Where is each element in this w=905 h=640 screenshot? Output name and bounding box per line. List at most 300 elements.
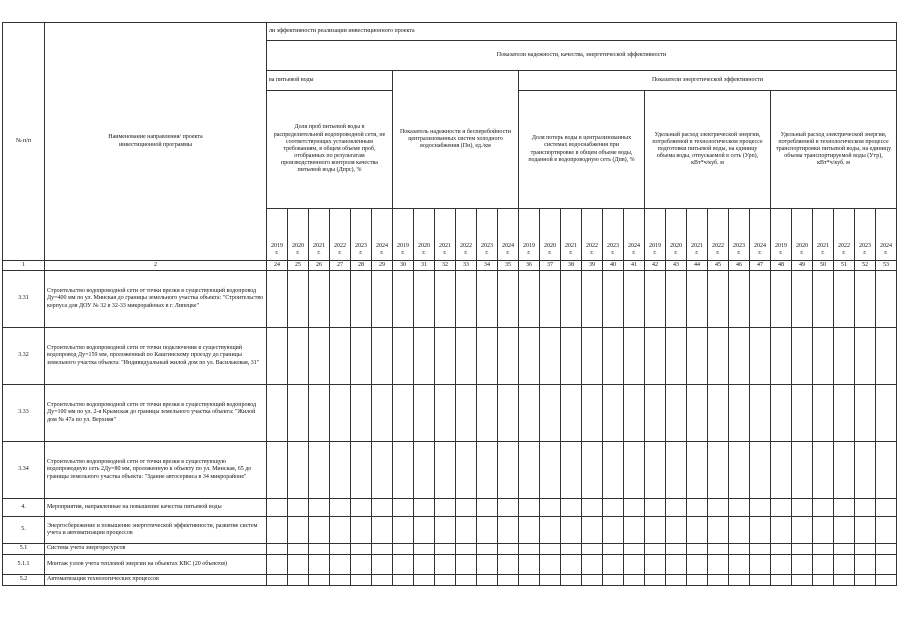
year-suffix: г. bbox=[737, 249, 741, 256]
data-cell bbox=[666, 385, 687, 442]
data-cell bbox=[519, 555, 540, 575]
col-name-header: Наименование направления/ проекта инвестиционной программы bbox=[45, 23, 267, 261]
data-cell bbox=[456, 499, 477, 517]
year-value: 2023 bbox=[733, 242, 745, 249]
data-cell bbox=[393, 328, 414, 385]
data-cell bbox=[540, 555, 561, 575]
year-value: 2022 bbox=[712, 242, 724, 249]
data-cell bbox=[372, 555, 393, 575]
data-cell bbox=[582, 328, 603, 385]
year-header bbox=[813, 209, 834, 261]
data-cell bbox=[330, 385, 351, 442]
data-cell bbox=[330, 544, 351, 555]
data-cell bbox=[351, 544, 372, 555]
data-cell bbox=[372, 544, 393, 555]
data-cell bbox=[771, 517, 792, 544]
data-cell bbox=[393, 575, 414, 586]
data-cell bbox=[813, 575, 834, 586]
row-name: Автоматизация технологических процессов bbox=[45, 575, 267, 586]
year-suffix: г. bbox=[863, 249, 867, 256]
data-cell bbox=[267, 271, 288, 328]
year-value: 2024 bbox=[502, 242, 514, 249]
data-cell bbox=[750, 328, 771, 385]
column-number: 39 bbox=[582, 261, 603, 271]
data-cell bbox=[645, 328, 666, 385]
data-cell bbox=[813, 385, 834, 442]
data-cell bbox=[855, 555, 876, 575]
column-number: 49 bbox=[792, 261, 813, 271]
data-cell bbox=[288, 499, 309, 517]
data-cell bbox=[498, 517, 519, 544]
data-cell bbox=[771, 442, 792, 499]
data-cell bbox=[855, 271, 876, 328]
year-header bbox=[330, 209, 351, 261]
data-cell bbox=[477, 517, 498, 544]
year-suffix: г. bbox=[632, 249, 636, 256]
year-header bbox=[393, 209, 414, 261]
table-row bbox=[3, 575, 897, 586]
year-suffix: г. bbox=[401, 249, 405, 256]
data-cell bbox=[624, 575, 645, 586]
column-number: 29 bbox=[372, 261, 393, 271]
data-cell bbox=[435, 442, 456, 499]
data-cell bbox=[330, 555, 351, 575]
data-cell bbox=[792, 328, 813, 385]
data-cell bbox=[477, 328, 498, 385]
year-header bbox=[267, 209, 288, 261]
column-number: 44 bbox=[687, 261, 708, 271]
data-cell bbox=[624, 544, 645, 555]
data-cell bbox=[855, 517, 876, 544]
data-cell bbox=[561, 328, 582, 385]
year-header bbox=[498, 209, 519, 261]
data-cell bbox=[729, 575, 750, 586]
year-value: 2019 bbox=[397, 242, 409, 249]
data-cell bbox=[750, 442, 771, 499]
data-cell bbox=[687, 442, 708, 499]
data-cell bbox=[393, 555, 414, 575]
data-cell bbox=[582, 385, 603, 442]
data-cell bbox=[456, 442, 477, 499]
data-cell bbox=[624, 385, 645, 442]
data-cell bbox=[414, 271, 435, 328]
data-cell bbox=[477, 499, 498, 517]
data-cell bbox=[519, 517, 540, 544]
data-cell bbox=[351, 385, 372, 442]
data-cell bbox=[624, 555, 645, 575]
data-cell bbox=[435, 499, 456, 517]
data-cell bbox=[876, 328, 897, 385]
data-cell bbox=[603, 328, 624, 385]
column-number: 32 bbox=[435, 261, 456, 271]
year-header bbox=[876, 209, 897, 261]
data-cell bbox=[645, 499, 666, 517]
data-cell bbox=[624, 271, 645, 328]
data-cell bbox=[288, 271, 309, 328]
data-cell bbox=[477, 442, 498, 499]
data-cell bbox=[288, 555, 309, 575]
column-number: 36 bbox=[519, 261, 540, 271]
table-row bbox=[3, 544, 897, 555]
column-number: 28 bbox=[351, 261, 372, 271]
data-cell bbox=[645, 517, 666, 544]
year-header bbox=[288, 209, 309, 261]
data-cell bbox=[687, 555, 708, 575]
data-cell bbox=[498, 385, 519, 442]
table-row bbox=[3, 555, 897, 575]
year-value: 2023 bbox=[607, 242, 619, 249]
data-cell bbox=[435, 517, 456, 544]
metric-energy-transport: Удельный расход электрической энергии, потребляемой в технологическом процессе транспортировки питьевой воды, на единицу объема транспортируемой воды (Утр), кВт*ч/куб. м bbox=[771, 91, 897, 209]
data-cell bbox=[435, 544, 456, 555]
data-cell bbox=[267, 499, 288, 517]
data-cell bbox=[351, 499, 372, 517]
year-suffix: г. bbox=[821, 249, 825, 256]
data-cell bbox=[477, 271, 498, 328]
data-cell bbox=[603, 499, 624, 517]
data-cell bbox=[666, 517, 687, 544]
data-cell bbox=[666, 442, 687, 499]
data-cell bbox=[834, 544, 855, 555]
data-cell bbox=[309, 544, 330, 555]
data-cell bbox=[456, 544, 477, 555]
data-cell bbox=[309, 575, 330, 586]
data-cell bbox=[771, 328, 792, 385]
table-row bbox=[3, 517, 897, 544]
data-cell bbox=[267, 442, 288, 499]
data-cell bbox=[561, 271, 582, 328]
year-suffix: г. bbox=[548, 249, 552, 256]
data-cell bbox=[351, 575, 372, 586]
data-cell bbox=[540, 499, 561, 517]
data-cell bbox=[330, 271, 351, 328]
data-cell bbox=[456, 271, 477, 328]
data-cell bbox=[708, 575, 729, 586]
data-cell bbox=[372, 442, 393, 499]
row-number: 3.31 bbox=[3, 271, 45, 328]
table-row bbox=[3, 442, 897, 499]
year-value: 2021 bbox=[313, 242, 325, 249]
data-cell bbox=[603, 385, 624, 442]
row-name: Строительство водопроводной сети от точки врезки в существующий водопровод Ду=400 мм по ул. Минская до границы земельного участка объекта: "Строительство корпуса для ДОУ № 32 в 32-33 микрорайонах в г. Липецке" bbox=[45, 271, 267, 328]
data-cell bbox=[813, 328, 834, 385]
data-cell bbox=[288, 575, 309, 586]
year-value: 2020 bbox=[418, 242, 430, 249]
table-row bbox=[3, 499, 897, 517]
data-cell bbox=[267, 555, 288, 575]
data-cell bbox=[456, 517, 477, 544]
data-cell bbox=[561, 385, 582, 442]
year-suffix: г. bbox=[485, 249, 489, 256]
energy-title: Показатели энергетической эффективности bbox=[519, 71, 897, 91]
data-cell bbox=[687, 575, 708, 586]
year-header bbox=[456, 209, 477, 261]
year-suffix: г. bbox=[590, 249, 594, 256]
year-header bbox=[414, 209, 435, 261]
data-cell bbox=[771, 499, 792, 517]
data-cell bbox=[414, 544, 435, 555]
column-number: 38 bbox=[561, 261, 582, 271]
data-cell bbox=[393, 499, 414, 517]
data-cell bbox=[729, 385, 750, 442]
data-cell bbox=[267, 328, 288, 385]
year-header bbox=[750, 209, 771, 261]
data-cell bbox=[561, 442, 582, 499]
year-value: 2019 bbox=[523, 242, 535, 249]
year-suffix: г. bbox=[695, 249, 699, 256]
data-cell bbox=[309, 555, 330, 575]
data-cell bbox=[498, 499, 519, 517]
metric-energy-prep: Удельный расход электрической энергии, потребляемой в технологическом процессе подготовки питьевой воды, на единицу объема воды, отпускаемой в сеть (Урп), кВт*ч/куб. м bbox=[645, 91, 771, 209]
data-cell bbox=[309, 517, 330, 544]
year-value: 2020 bbox=[544, 242, 556, 249]
data-cell bbox=[519, 328, 540, 385]
data-cell bbox=[729, 271, 750, 328]
data-cell bbox=[666, 544, 687, 555]
data-cell bbox=[603, 517, 624, 544]
year-suffix: г. bbox=[653, 249, 657, 256]
year-header bbox=[666, 209, 687, 261]
year-header bbox=[477, 209, 498, 261]
year-suffix: г. bbox=[758, 249, 762, 256]
data-cell bbox=[456, 328, 477, 385]
data-cell bbox=[414, 575, 435, 586]
column-number: 43 bbox=[666, 261, 687, 271]
data-cell bbox=[267, 385, 288, 442]
col-no-header: № п/п bbox=[3, 23, 45, 261]
row-number: 5. bbox=[3, 517, 45, 544]
data-cell bbox=[309, 499, 330, 517]
year-value: 2022 bbox=[586, 242, 598, 249]
column-number: 48 bbox=[771, 261, 792, 271]
data-cell bbox=[393, 385, 414, 442]
data-cell bbox=[603, 544, 624, 555]
year-header bbox=[624, 209, 645, 261]
data-cell bbox=[351, 555, 372, 575]
data-cell bbox=[750, 271, 771, 328]
data-cell bbox=[330, 575, 351, 586]
data-cell bbox=[456, 385, 477, 442]
metric-share-samples: Доля проб питьевой воды в распределительной водопроводной сети, не соответствующих установленным требованиям, в общем объеме проб, отобранных по результатам производственного контроля качества питьевой воды (Дпрс), % bbox=[267, 91, 393, 209]
data-cell bbox=[267, 544, 288, 555]
year-suffix: г. bbox=[443, 249, 447, 256]
data-cell bbox=[519, 575, 540, 586]
data-cell bbox=[855, 442, 876, 499]
data-cell bbox=[750, 499, 771, 517]
data-cell bbox=[708, 328, 729, 385]
data-cell bbox=[603, 442, 624, 499]
column-number: 42 bbox=[645, 261, 666, 271]
column-number: 51 bbox=[834, 261, 855, 271]
data-cell bbox=[330, 328, 351, 385]
year-value: 2020 bbox=[670, 242, 682, 249]
year-value: 2023 bbox=[355, 242, 367, 249]
data-cell bbox=[750, 517, 771, 544]
data-cell bbox=[414, 555, 435, 575]
data-cell bbox=[351, 271, 372, 328]
year-value: 2024 bbox=[376, 242, 388, 249]
year-header bbox=[687, 209, 708, 261]
row-name: Энергосбережение и повышение энергетической эффективности, развитие систем учета и автоматизации процессов bbox=[45, 517, 267, 544]
metric-losses: Доля потерь воды в централизованных системах водоснабжения при транспортировке в общем объеме воды, поданной в водопроводную сеть (Дпв), % bbox=[519, 91, 645, 209]
year-value: 2023 bbox=[859, 242, 871, 249]
row-name: Строительство водопроводной сети от точки подключения в существующий водопровод Ду=159 мм, проложенный по Кашгинскому проезду до границы земельного участка объекта: "Индивидуальный жилой дом по ул. Васильковая, 31" bbox=[45, 328, 267, 385]
data-cell bbox=[540, 271, 561, 328]
row-number: 3.32 bbox=[3, 328, 45, 385]
data-cell bbox=[414, 442, 435, 499]
year-value: 2020 bbox=[796, 242, 808, 249]
data-cell bbox=[729, 544, 750, 555]
data-cell bbox=[372, 385, 393, 442]
data-cell bbox=[435, 555, 456, 575]
data-cell bbox=[855, 385, 876, 442]
data-cell bbox=[834, 499, 855, 517]
data-cell bbox=[813, 517, 834, 544]
data-cell bbox=[372, 328, 393, 385]
data-cell bbox=[708, 499, 729, 517]
metric-reliability: Показатель надежности и бесперебойности централизованных систем холодного водоснабжения (Пн), ед./км bbox=[393, 71, 519, 209]
year-header bbox=[729, 209, 750, 261]
data-cell bbox=[834, 555, 855, 575]
data-cell bbox=[414, 385, 435, 442]
data-cell bbox=[540, 517, 561, 544]
data-cell bbox=[582, 544, 603, 555]
column-number: 33 bbox=[456, 261, 477, 271]
year-value: 2023 bbox=[481, 242, 493, 249]
data-cell bbox=[498, 442, 519, 499]
data-cell bbox=[813, 499, 834, 517]
data-cell bbox=[708, 517, 729, 544]
data-cell bbox=[477, 555, 498, 575]
data-cell bbox=[855, 328, 876, 385]
indicators-table bbox=[2, 22, 897, 586]
data-cell bbox=[372, 517, 393, 544]
data-cell bbox=[267, 575, 288, 586]
data-cell bbox=[582, 442, 603, 499]
data-cell bbox=[687, 517, 708, 544]
data-cell bbox=[603, 271, 624, 328]
data-cell bbox=[477, 544, 498, 555]
data-cell bbox=[792, 555, 813, 575]
data-cell bbox=[267, 517, 288, 544]
data-cell bbox=[876, 271, 897, 328]
column-number: 52 bbox=[855, 261, 876, 271]
year-value: 2019 bbox=[649, 242, 661, 249]
column-number: 1 bbox=[3, 261, 45, 271]
data-cell bbox=[645, 555, 666, 575]
data-cell bbox=[330, 517, 351, 544]
data-cell bbox=[855, 575, 876, 586]
year-value: 2020 bbox=[292, 242, 304, 249]
year-value: 2024 bbox=[628, 242, 640, 249]
year-header bbox=[372, 209, 393, 261]
year-header bbox=[519, 209, 540, 261]
data-cell bbox=[435, 328, 456, 385]
year-suffix: г. bbox=[275, 249, 279, 256]
table-row bbox=[3, 271, 897, 328]
data-cell bbox=[645, 442, 666, 499]
year-header bbox=[351, 209, 372, 261]
data-cell bbox=[393, 442, 414, 499]
data-cell bbox=[582, 517, 603, 544]
data-cell bbox=[771, 555, 792, 575]
year-header bbox=[771, 209, 792, 261]
data-cell bbox=[582, 499, 603, 517]
year-header bbox=[834, 209, 855, 261]
data-cell bbox=[666, 271, 687, 328]
row-name: Строительство водопроводной сети от точки врезки в существующую водопроводную сеть 2Ду=80 мм, проложенную к объекту по ул. Минская, 65 до границы земельного участка объекта: "Здание автосервиса в 34 микрорайоне" bbox=[45, 442, 267, 499]
data-cell bbox=[792, 499, 813, 517]
year-suffix: г. bbox=[527, 249, 531, 256]
data-cell bbox=[876, 517, 897, 544]
data-cell bbox=[540, 442, 561, 499]
year-suffix: г. bbox=[338, 249, 342, 256]
data-cell bbox=[729, 442, 750, 499]
column-number: 47 bbox=[750, 261, 771, 271]
data-cell bbox=[771, 385, 792, 442]
row-number: 3.34 bbox=[3, 442, 45, 499]
year-value: 2019 bbox=[775, 242, 787, 249]
column-number: 45 bbox=[708, 261, 729, 271]
data-cell bbox=[288, 544, 309, 555]
year-value: 2022 bbox=[334, 242, 346, 249]
data-cell bbox=[540, 385, 561, 442]
data-cell bbox=[708, 385, 729, 442]
data-cell bbox=[561, 555, 582, 575]
data-cell bbox=[519, 442, 540, 499]
data-cell bbox=[288, 385, 309, 442]
row-number: 4. bbox=[3, 499, 45, 517]
data-cell bbox=[582, 271, 603, 328]
data-cell bbox=[498, 544, 519, 555]
effect-title: ли эффективности реализации инвестиционного проекта bbox=[267, 23, 897, 41]
data-cell bbox=[645, 544, 666, 555]
data-cell bbox=[603, 555, 624, 575]
data-cell bbox=[603, 575, 624, 586]
data-cell bbox=[540, 575, 561, 586]
data-cell bbox=[477, 575, 498, 586]
row-name: Система учета энергоресурсов bbox=[45, 544, 267, 555]
row-number: 5.1 bbox=[3, 544, 45, 555]
data-cell bbox=[792, 271, 813, 328]
data-cell bbox=[519, 385, 540, 442]
data-cell bbox=[414, 328, 435, 385]
data-cell bbox=[813, 555, 834, 575]
data-cell bbox=[393, 271, 414, 328]
data-cell bbox=[498, 328, 519, 385]
year-value: 2021 bbox=[439, 242, 451, 249]
data-cell bbox=[561, 517, 582, 544]
data-cell bbox=[624, 499, 645, 517]
column-number: 46 bbox=[729, 261, 750, 271]
data-cell bbox=[435, 271, 456, 328]
data-cell bbox=[687, 499, 708, 517]
data-cell bbox=[876, 385, 897, 442]
data-cell bbox=[792, 575, 813, 586]
data-cell bbox=[666, 555, 687, 575]
data-cell bbox=[393, 544, 414, 555]
year-suffix: г. bbox=[317, 249, 321, 256]
column-number: 2 bbox=[45, 261, 267, 271]
data-cell bbox=[792, 544, 813, 555]
year-suffix: г. bbox=[464, 249, 468, 256]
column-number: 50 bbox=[813, 261, 834, 271]
data-cell bbox=[561, 499, 582, 517]
data-cell bbox=[708, 271, 729, 328]
data-cell bbox=[792, 442, 813, 499]
data-cell bbox=[792, 385, 813, 442]
year-suffix: г. bbox=[884, 249, 888, 256]
